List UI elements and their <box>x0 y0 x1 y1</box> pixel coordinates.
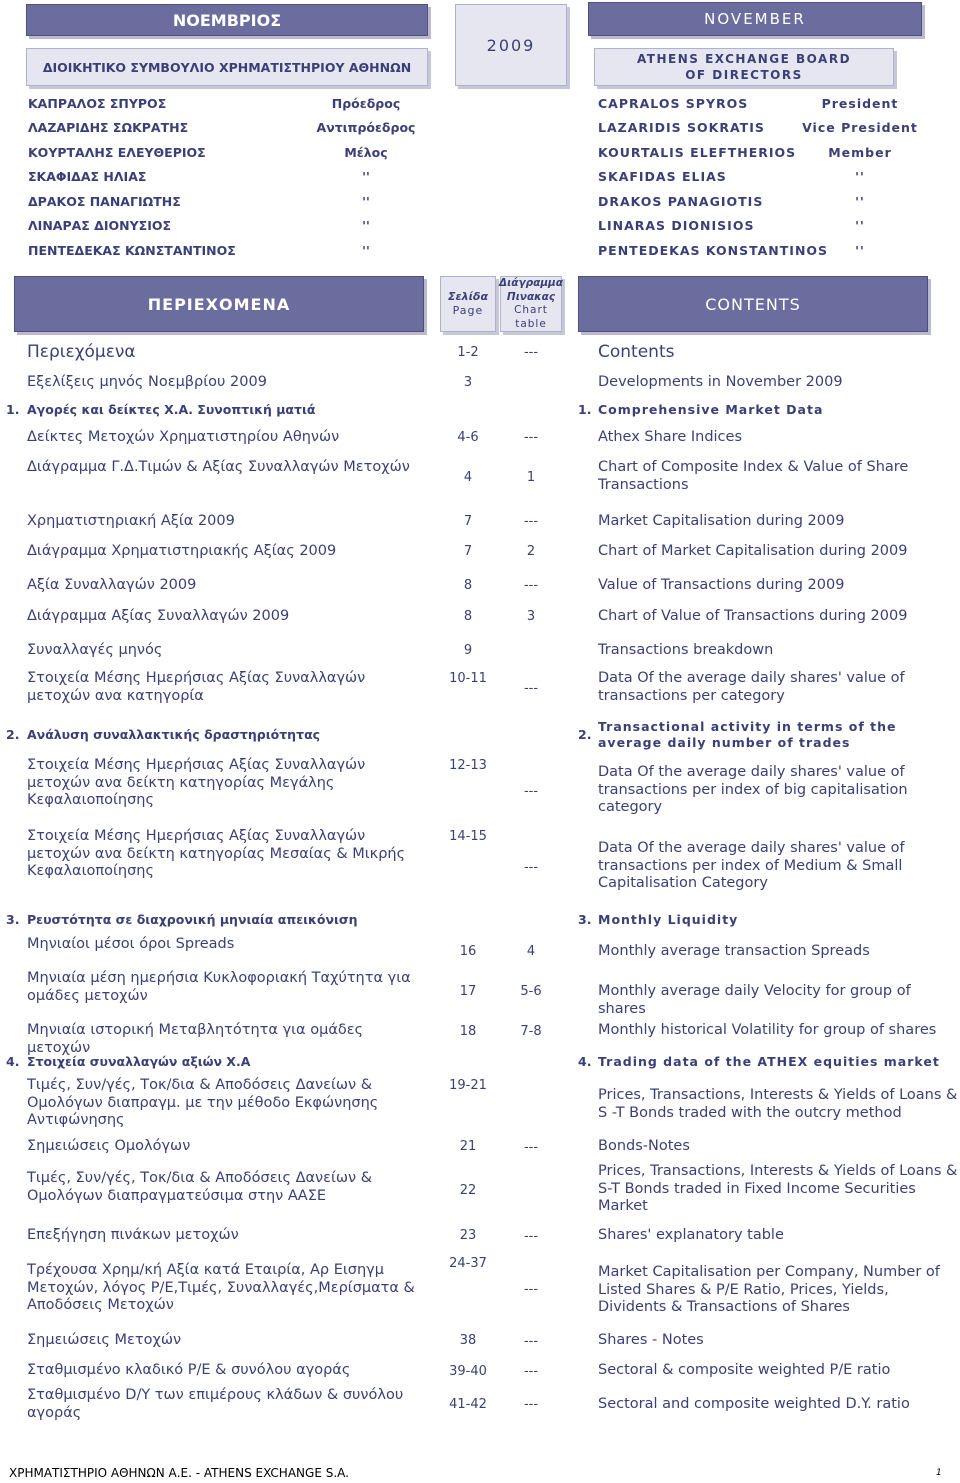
toc-page-number: 10-11 <box>449 671 487 686</box>
toc-page-number: 24-37 <box>449 1256 487 1271</box>
section-number-gr: 3. <box>6 912 20 927</box>
toc-item-gr: Τιμές, Συν/γές, Τοκ/δια & Αποδόσεις Δανείων & Ομολόγων διαπραγματεύσιμα στην ΑΑΣΕ <box>27 1170 373 1204</box>
toc-chart-number: --- <box>523 1229 539 1244</box>
toc-chart-number: 3 <box>526 609 536 624</box>
member-name-en: PENTEDEKAS KONSTANTINOS <box>598 243 829 258</box>
toc-item-gr: Στοιχεία Μέσης Ημερήσιας Αξίας Συναλλαγών μετοχών ανα δείκτη κατηγορίας Μεγάλης Κεφαλαιοποίησης <box>27 757 366 808</box>
member-name-en: SKAFIDAS ELIAS <box>598 169 727 184</box>
toc-item-gr: Μηνιαίοι μέσοι όροι Spreads <box>27 936 235 952</box>
member-name-en: KOURTALIS ELEFTHERIOS <box>598 145 797 160</box>
toc-page-number: 22 <box>459 1183 477 1198</box>
toc-chart-number: 5-6 <box>520 984 542 999</box>
section-number-en: 1. <box>578 402 592 417</box>
toc-item-en: Contents <box>598 342 675 362</box>
member-name-gr: ΛΙΝΑΡΑΣ ΔΙΟΝΥΣΙΟΣ <box>28 218 172 233</box>
toc-item-gr: Τιμές, Συν/γές, Τοκ/δια & Αποδόσεις Δανείων & Ομολόγων διαπραγμ. με την μέθοδο Εκφώνησης Αντιφώνησης <box>27 1077 379 1128</box>
section-title-gr: Αγορές και δείκτες Χ.Α. Συνοπτική ματιά <box>27 402 316 417</box>
member-name-gr: ΚΑΠΡΑΛΟΣ ΣΠΥΡΟΣ <box>28 96 167 111</box>
member-name-en: LAZARIDIS SOKRATIS <box>598 120 765 135</box>
year-box <box>455 4 567 86</box>
toc-page-number: 14-15 <box>449 829 487 844</box>
member-name-en: DRAKOS PANAGIOTIS <box>598 194 764 209</box>
toc-item-gr: Σταθμισμένο D/Y των επιμέρους κλάδων & συνόλου αγοράς <box>27 1387 404 1421</box>
member-name-gr: ΣΚΑΦΙΔΑΣ ΗΛΙΑΣ <box>28 169 147 184</box>
toc-page-number: 1-2 <box>457 345 479 360</box>
member-role-en: '' <box>855 169 865 184</box>
toc-item-gr: Επεξήγηση πινάκων μετοχών <box>27 1227 239 1243</box>
toc-page-number: 38 <box>459 1333 477 1348</box>
section-title-gr: Ανάλυση συναλλακτικής δραστηριότητας <box>27 727 321 742</box>
footer-page-number: 1 <box>936 1468 942 1478</box>
toc-item-gr: Σημειώσεις Ομολόγων <box>27 1138 191 1154</box>
toc-item-gr: Τρέχουσα Χρημ/κή Αξία κατά Εταιρία, Αρ Εισηγμ Μετοχών, λόγος P/E,Τιμές, Συναλλαγές,Μερίσματα & Αποδόσεις Μετοχών <box>27 1262 415 1313</box>
member-name-gr: ΛΑΖΑΡΙΔΗΣ ΣΩΚΡΑΤΗΣ <box>28 120 189 135</box>
toc-item-en: Sectoral & composite weighted P/E ratio <box>598 1362 891 1378</box>
toc-item-gr: Περιεχόμενα <box>27 342 136 362</box>
member-role-gr: Μέλος <box>344 145 388 160</box>
toc-page-number: 12-13 <box>449 758 487 773</box>
member-role-en: '' <box>855 243 865 258</box>
toc-item-gr: Διάγραμμα Γ.Δ.Τιμών & Αξίας Συναλλαγών Μετοχών <box>27 459 410 475</box>
toc-chart-number: --- <box>523 514 539 529</box>
toc-item-en: Sectoral and composite weighted D.Y. ratio <box>598 1396 910 1412</box>
chart-label-gr: Διάγραμμα Πινακας <box>499 277 563 303</box>
member-role-en: President <box>821 96 899 111</box>
member-role-gr: Αντιπρόεδρος <box>316 120 416 135</box>
toc-chart-number: --- <box>523 1397 539 1412</box>
toc-item-en: Monthly historical Volatility for group of shares <box>598 1022 937 1038</box>
toc-item-en: Chart of Value of Transactions during 2009 <box>598 608 908 624</box>
toc-item-en: Monthly average daily Velocity for group of shares <box>598 983 911 1017</box>
toc-item-gr: Μηνιαία μέση ημερήσια Κυκλοφοριακή Ταχύτητα για ομάδες μετοχών <box>27 970 411 1004</box>
toc-item-gr: Σημειώσεις Μετοχών <box>27 1332 182 1348</box>
month-en: NOVEMBER <box>704 10 806 28</box>
board-title-gr: ΔΙΟΙΚΗΤΙΚΟ ΣΥΜΒΟΥΛΙΟ ΧΡΗΜΑΤΙΣΤΗΡΙΟΥ ΑΘΗΝΩΝ <box>42 59 412 75</box>
toc-item-gr: Δείκτες Μετοχών Χρηματιστηρίου Αθηνών <box>27 429 340 445</box>
toc-item-gr: Χρηματιστηριακή Αξία 2009 <box>27 513 235 529</box>
toc-chart-number: 7-8 <box>520 1024 542 1039</box>
footer-left: ΧΡΗΜΑΤΙΣΤΗΡΙΟ ΑΘΗΝΩΝ Α.Ε. - ATHENS EXCHANGE S.A. <box>9 1466 349 1480</box>
member-name-gr: ΚΟΥΡΤΑΛΗΣ ΕΛΕΥΘΕΡΙΟΣ <box>28 145 206 160</box>
month-header-en <box>588 2 922 36</box>
member-name-gr: ΔΡΑΚΟΣ ΠΑΝΑΓΙΩΤΗΣ <box>28 194 181 209</box>
toc-item-en: Market Capitalisation during 2009 <box>598 513 845 529</box>
board-title-en: ATHENS EXCHANGE BOARD OF DIRECTORS <box>636 52 852 82</box>
toc-page-number: 23 <box>459 1228 477 1243</box>
contents-title-en: CONTENTS <box>705 294 801 314</box>
toc-item-en: Shares - Notes <box>598 1332 704 1348</box>
member-role-gr: Πρόεδρος <box>331 96 401 111</box>
member-name-en: LINARAS DIONISIOS <box>598 218 755 233</box>
toc-item-en: Value of Transactions during 2009 <box>598 577 845 593</box>
toc-page-number: 7 <box>463 544 473 559</box>
toc-item-gr: Διάγραμμα Αξίας Συναλλαγών 2009 <box>27 608 290 624</box>
month-header-gr <box>26 4 428 36</box>
section-title-en: Transactional activity in terms of the average daily number of trades <box>598 719 897 750</box>
section-title-gr: Στοιχεία συναλλαγών αξιών Χ.Α <box>27 1054 251 1069</box>
toc-item-gr: Στοιχεία Μέσης Ημερήσιας Αξίας Συναλλαγών μετοχών ανα κατηγορία <box>27 670 366 704</box>
year: 2009 <box>486 35 536 55</box>
member-name-en: CAPRALOS SPYROS <box>598 96 749 111</box>
contents-header-gr <box>14 276 424 332</box>
board-header-gr <box>26 48 428 86</box>
toc-page-number: 4 <box>463 470 473 485</box>
toc-item-en: Monthly average transaction Spreads <box>598 943 870 959</box>
toc-page-number: 41-42 <box>449 1397 487 1412</box>
member-role-gr: '' <box>362 169 370 184</box>
toc-item-en: Shares' explanatory table <box>598 1227 784 1243</box>
page-label-en: Page <box>452 304 484 317</box>
toc-item-en: Developments in November 2009 <box>598 374 843 390</box>
page-label-gr: Σελίδα <box>448 290 488 303</box>
toc-item-en: Market Capitalisation per Company, Number of Listed Shares & P/E Ratio, Prices, Yields, Dividents & Transactions of Shares <box>598 1264 940 1315</box>
member-role-en: '' <box>855 194 865 209</box>
toc-item-en: Chart of Market Capitalisation during 2009 <box>598 543 908 559</box>
toc-chart-number: 1 <box>526 470 536 485</box>
toc-page-number: 4-6 <box>457 430 479 445</box>
chart-column-header <box>500 276 562 332</box>
toc-chart-number: --- <box>523 1140 539 1155</box>
toc-chart-number: --- <box>523 345 539 360</box>
toc-page-number: 3 <box>463 375 473 390</box>
toc-chart-number: 2 <box>526 544 536 559</box>
toc-item-en: Athex Share Indices <box>598 429 742 445</box>
member-role-en: Member <box>828 145 892 160</box>
toc-item-en: Chart of Composite Index & Value of Share Transactions <box>598 459 909 493</box>
toc-item-gr: Στοιχεία Μέσης Ημερήσιας Αξίας Συναλλαγών μετοχών ανα δείκτη κατηγορίας Μεσαίας & Μικρής Κεφαλαιοποίησης <box>27 828 406 879</box>
member-role-en: '' <box>855 218 865 233</box>
toc-chart-number: --- <box>523 860 539 875</box>
section-number-en: 2. <box>578 727 592 742</box>
toc-page-number: 19-21 <box>449 1078 487 1093</box>
section-title-en: Comprehensive Market Data <box>598 402 824 417</box>
toc-item-en: Bonds-Notes <box>598 1138 690 1154</box>
section-number-en: 3. <box>578 912 592 927</box>
toc-chart-number: --- <box>523 578 539 593</box>
toc-chart-number: 4 <box>526 944 536 959</box>
toc-item-en: Prices, Transactions, Interests & Yields of Loans & S-T Bonds traded in Fixed Income Securities Market <box>598 1163 958 1214</box>
section-number-gr: 4. <box>6 1054 20 1069</box>
toc-chart-number: --- <box>523 1364 539 1379</box>
toc-item-gr: Μηνιαία ιστορική Μεταβλητότητα για ομάδες μετοχών <box>27 1022 364 1056</box>
toc-item-gr: Σταθμισμένο κλαδικό P/E & συνόλου αγοράς <box>27 1362 351 1378</box>
toc-page-number: 18 <box>459 1024 477 1039</box>
toc-page-number: 21 <box>459 1139 477 1154</box>
section-title-en: Monthly Liquidity <box>598 912 739 927</box>
toc-page-number: 7 <box>463 514 473 529</box>
chart-label-en: Chart table <box>514 304 548 330</box>
section-title-gr: Ρευστότητα σε διαχρονική μηνιαία απεικόνιση <box>27 912 358 927</box>
toc-item-en: Transactions breakdown <box>598 642 774 658</box>
toc-page-number: 39-40 <box>449 1364 487 1379</box>
toc-item-gr: Εξελίξεις μηνός Νοεμβρίου 2009 <box>27 374 267 390</box>
board-header-en <box>594 48 894 86</box>
member-role-gr: '' <box>362 218 370 233</box>
toc-item-en: Data Of the average daily shares' value of transactions per index of Medium & Small Capitalisation Category <box>598 840 905 891</box>
toc-chart-number: --- <box>523 430 539 445</box>
member-role-en: Vice President <box>802 120 918 135</box>
contents-header-en <box>578 276 928 332</box>
member-role-gr: '' <box>362 243 370 258</box>
section-number-gr: 2. <box>6 727 20 742</box>
section-number-en: 4. <box>578 1054 592 1069</box>
contents-title-gr: ΠΕΡΙΕΧΟΜΕΝΑ <box>147 294 291 314</box>
toc-item-gr: Αξία Συναλλαγών 2009 <box>27 577 197 593</box>
toc-chart-number: --- <box>523 1282 539 1297</box>
toc-page-number: 8 <box>463 609 473 624</box>
toc-page-number: 16 <box>459 944 477 959</box>
toc-chart-number: --- <box>523 681 539 696</box>
toc-chart-number: --- <box>523 784 539 799</box>
page-column-header <box>440 276 496 332</box>
toc-item-en: Prices, Transactions, Interests & Yields of Loans & S -T Bonds traded with the outcry method <box>598 1087 958 1121</box>
toc-page-number: 17 <box>459 984 477 999</box>
toc-item-en: Data Of the average daily shares' value of transactions per category <box>598 670 905 704</box>
member-name-gr: ΠΕΝΤΕΔΕΚΑΣ ΚΩΝΣΤΑΝΤΙΝΟΣ <box>28 243 236 258</box>
toc-item-gr: Συναλλαγές μηνός <box>27 642 163 658</box>
toc-item-en: Data Of the average daily shares' value of transactions per index of big capitalisation category <box>598 764 908 815</box>
section-title-en: Trading data of the ATHEX equities market <box>598 1054 940 1069</box>
member-role-gr: '' <box>362 194 370 209</box>
toc-chart-number: --- <box>523 1334 539 1349</box>
section-number-gr: 1. <box>6 402 20 417</box>
toc-item-gr: Διάγραμμα Χρηματιστηριακής Αξίας 2009 <box>27 543 337 559</box>
month-gr: ΝΟΕΜΒΡΙΟΣ <box>172 10 282 30</box>
toc-page-number: 8 <box>463 578 473 593</box>
toc-page-number: 9 <box>463 643 473 658</box>
